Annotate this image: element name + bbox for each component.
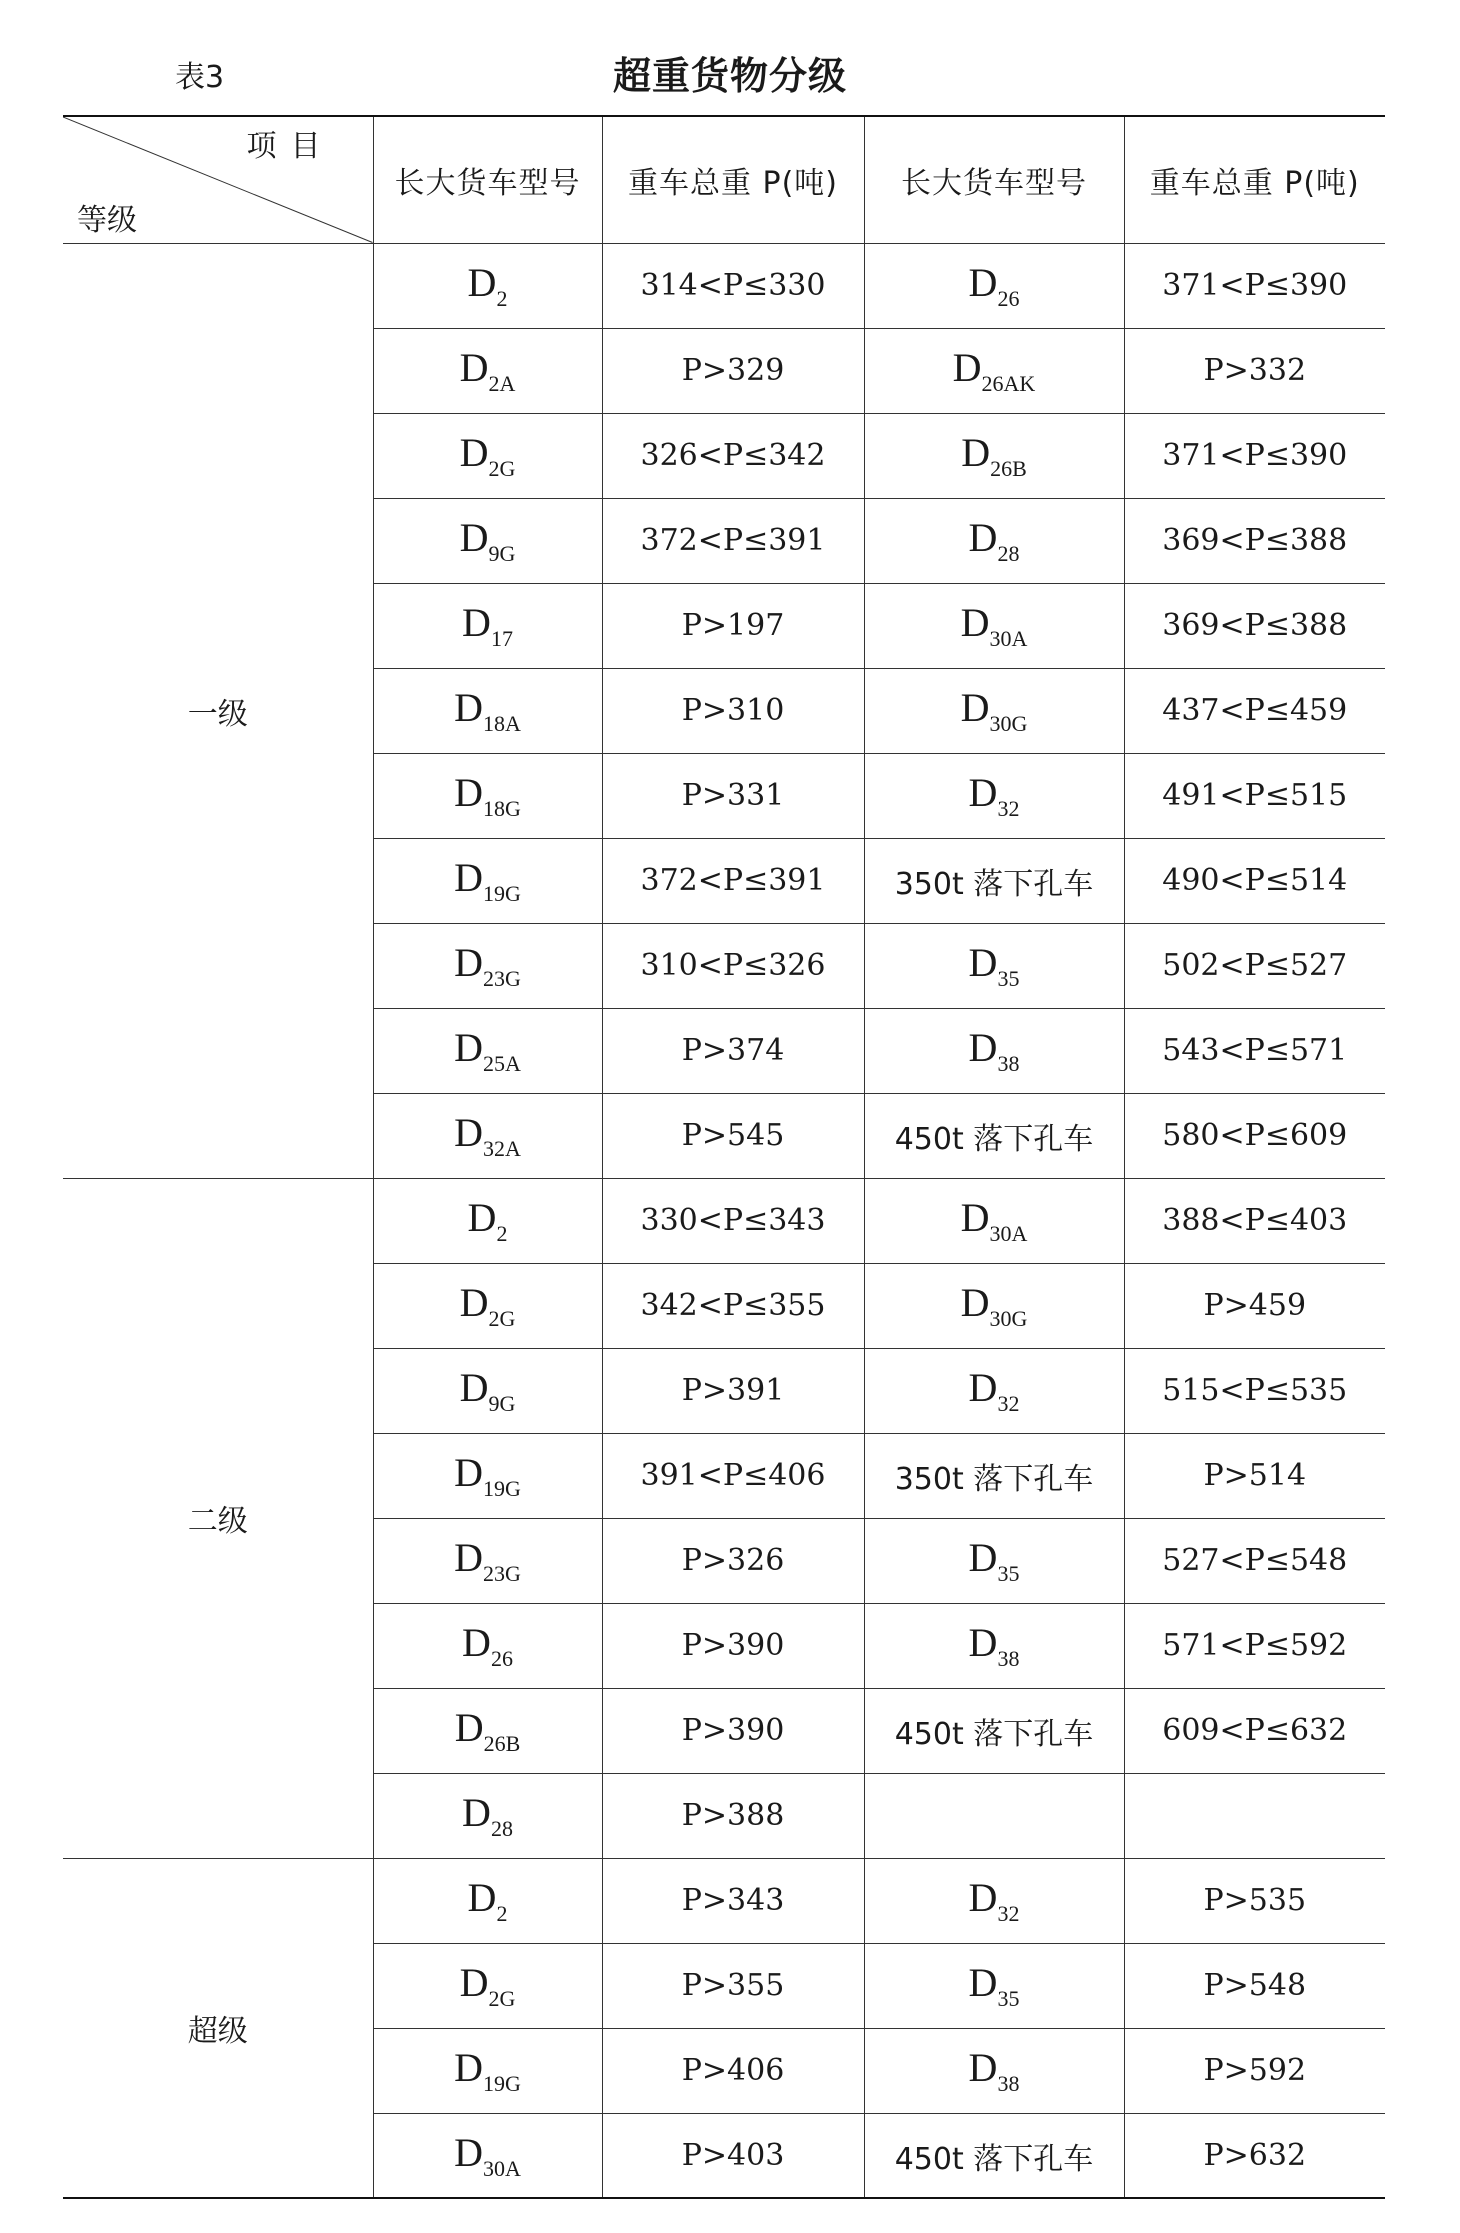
model-cell-2 — [864, 1603, 1124, 1688]
model-letter: D — [467, 1875, 497, 1920]
weight-cell-1: 314<P≤330 — [602, 243, 864, 328]
weight-cell-2: 543<P≤571 — [1124, 1008, 1385, 1093]
model-cell-1 — [373, 583, 602, 668]
model-cell-2 — [864, 1943, 1124, 2028]
model-cell-2 — [864, 1008, 1124, 1093]
model-letter: D — [459, 430, 489, 475]
model-cell-2 — [864, 1348, 1124, 1433]
weight-cell-2: 491<P≤515 — [1124, 753, 1385, 838]
model-letter: D — [454, 1110, 483, 1155]
model-subscript: 18A — [483, 711, 521, 736]
model-letter: D — [454, 2045, 483, 2090]
model-letter: D — [467, 1195, 497, 1240]
model-text: 450t 落下孔车 — [894, 2141, 1094, 2177]
table-title: 超重货物分级 — [612, 54, 847, 98]
model-subscript: 26B — [990, 456, 1027, 481]
model-letter: D — [454, 685, 483, 730]
model-cell-1 — [373, 1348, 602, 1433]
weight-cell-2: 502<P≤527 — [1124, 923, 1385, 1008]
model-cell-2 — [864, 243, 1124, 328]
model-letter: D — [462, 1620, 491, 1665]
model-cell-2 — [864, 2113, 1124, 2198]
weight-cell-2 — [1124, 1773, 1385, 1858]
model-subscript: 25A — [483, 1051, 521, 1076]
model-letter: D — [462, 1790, 491, 1835]
model-cell-1 — [373, 1093, 602, 1178]
model-letter: D — [459, 1960, 489, 2005]
model-letter: D — [459, 345, 489, 390]
weight-cell-1: P>331 — [602, 753, 864, 838]
model-cell-1 — [373, 753, 602, 838]
model-subscript: 23G — [483, 966, 521, 991]
weight-cell-1: 310<P≤326 — [602, 923, 864, 1008]
table-row — [63, 1178, 1385, 1263]
weight-cell-1: P>343 — [602, 1858, 864, 1943]
model-letter: D — [467, 260, 497, 305]
weight-cell-1: P>374 — [602, 1008, 864, 1093]
model-cell-2 — [864, 923, 1124, 1008]
model-letter: D — [459, 1365, 489, 1410]
model-cell-1 — [373, 1433, 602, 1518]
model-letter: D — [968, 1535, 998, 1580]
model-letter: D — [960, 685, 990, 730]
model-cell-1 — [373, 413, 602, 498]
model-text: 450t 落下孔车 — [894, 1717, 1094, 1752]
header-item-label: 项目 — [246, 129, 335, 164]
model-letter: D — [454, 1535, 483, 1580]
model-letter: D — [968, 1025, 998, 1070]
model-subscript: 2A — [488, 371, 516, 396]
weight-cell-1: P>388 — [602, 1773, 864, 1858]
model-cell-2 — [864, 1093, 1124, 1178]
model-letter: D — [454, 855, 483, 900]
model-letter: D — [454, 1450, 483, 1495]
model-subscript: 38 — [997, 1646, 1020, 1671]
model-cell-2 — [864, 1178, 1124, 1263]
header-weight-1: 重车总重 P(吨) — [602, 116, 864, 243]
model-letter: D — [968, 260, 998, 305]
weight-cell-1: P>355 — [602, 1943, 864, 2028]
model-cell-1 — [373, 1263, 602, 1348]
weight-cell-1: P>545 — [602, 1093, 864, 1178]
weight-cell-1: 326<P≤342 — [602, 413, 864, 498]
model-subscript: 28 — [997, 541, 1020, 566]
table-row — [63, 243, 1385, 328]
model-letter: D — [454, 1705, 484, 1750]
weight-cell-1: P>329 — [602, 328, 864, 413]
model-cell-1 — [373, 1008, 602, 1093]
model-letter: D — [960, 1195, 990, 1240]
model-letter: D — [968, 1960, 998, 2005]
table-body — [63, 243, 1385, 2198]
weight-cell-2: 437<P≤459 — [1124, 668, 1385, 753]
header-model-2: 长大货车型号 — [864, 116, 1124, 243]
weight-cell-2: 490<P≤514 — [1124, 838, 1385, 923]
model-cell-2 — [864, 1858, 1124, 1943]
model-subscript: 35 — [997, 966, 1020, 991]
model-subscript: 30A — [989, 626, 1028, 651]
model-cell-2 — [864, 838, 1124, 923]
model-letter: D — [968, 940, 998, 985]
model-subscript: 23G — [483, 1561, 521, 1586]
weight-cell-1: 391<P≤406 — [602, 1433, 864, 1518]
model-subscript: 35 — [997, 1561, 1020, 1586]
model-subscript: 9G — [488, 541, 516, 566]
grade-cell: 一级 — [63, 243, 373, 1178]
weight-cell-1: 330<P≤343 — [602, 1178, 864, 1263]
header-weight-2: 重车总重 P(吨) — [1124, 116, 1385, 243]
model-cell-2 — [864, 413, 1124, 498]
model-letter: D — [960, 600, 990, 645]
weight-cell-2: 371<P≤390 — [1124, 243, 1385, 328]
table-row — [63, 1858, 1385, 1943]
table-label: 表3 — [175, 60, 225, 95]
weight-cell-1: P>406 — [602, 2028, 864, 2113]
model-subscript: 30G — [989, 1306, 1028, 1331]
model-text: 350t 落下孔车 — [894, 1462, 1094, 1497]
model-cell-1 — [373, 1858, 602, 1943]
model-subscript: 2 — [496, 1221, 508, 1246]
weight-cell-2: 369<P≤388 — [1124, 583, 1385, 668]
model-subscript: 2G — [488, 1306, 516, 1331]
model-subscript: 30A — [483, 2155, 521, 2181]
weight-cell-2: 580<P≤609 — [1124, 1093, 1385, 1178]
model-letter: D — [968, 1875, 998, 1920]
model-text: 350t 落下孔车 — [894, 867, 1094, 902]
model-cell-1 — [373, 498, 602, 583]
overweight-cargo-grade-table — [63, 115, 1385, 2199]
model-cell-2 — [864, 2028, 1124, 2113]
weight-cell-2: 609<P≤632 — [1124, 1688, 1385, 1773]
model-subscript: 32 — [997, 1391, 1020, 1416]
weight-cell-1: P>391 — [602, 1348, 864, 1433]
header-model-1: 长大货车型号 — [373, 116, 602, 243]
grade-cell: 超级 — [63, 1858, 373, 2198]
model-subscript: 26AK — [981, 371, 1036, 396]
grade-cell: 二级 — [63, 1178, 373, 1858]
model-subscript: 26B — [483, 1731, 521, 1756]
weight-cell-2: P>535 — [1124, 1858, 1385, 1943]
model-subscript: 2 — [496, 1901, 508, 1926]
weight-cell-2: 571<P≤592 — [1124, 1603, 1385, 1688]
model-letter: D — [968, 770, 998, 815]
model-cell-2 — [864, 1263, 1124, 1348]
model-cell-1 — [373, 328, 602, 413]
model-subscript: 17 — [490, 626, 513, 651]
weight-cell-2: 369<P≤388 — [1124, 498, 1385, 583]
weight-cell-2: 371<P≤390 — [1124, 413, 1385, 498]
model-subscript: 38 — [997, 1051, 1020, 1076]
model-subscript: 32 — [997, 1901, 1020, 1926]
model-letter: D — [454, 940, 483, 985]
model-subscript: 32 — [997, 796, 1020, 821]
weight-cell-1: 372<P≤391 — [602, 838, 864, 923]
model-subscript: 9G — [488, 1391, 516, 1416]
weight-cell-2: P>632 — [1124, 2113, 1385, 2198]
model-cell-2 — [864, 583, 1124, 668]
model-subscript: 30G — [989, 711, 1028, 736]
model-subscript: 30A — [989, 1221, 1028, 1246]
model-subscript: 32A — [483, 1136, 521, 1161]
weight-cell-2: 527<P≤548 — [1124, 1518, 1385, 1603]
weight-cell-2: P>459 — [1124, 1263, 1385, 1348]
model-cell-2 — [864, 1773, 1124, 1858]
weight-cell-1: P>403 — [602, 2113, 864, 2198]
model-letter: D — [459, 1280, 489, 1325]
model-letter: D — [961, 430, 991, 475]
model-cell-2 — [864, 498, 1124, 583]
weight-cell-1: P>310 — [602, 668, 864, 753]
model-cell-2 — [864, 668, 1124, 753]
model-cell-1 — [373, 1603, 602, 1688]
weight-cell-2: 515<P≤535 — [1124, 1348, 1385, 1433]
model-subscript: 38 — [997, 2071, 1020, 2096]
weight-cell-2: P>332 — [1124, 328, 1385, 413]
model-letter: D — [968, 1620, 998, 1665]
weight-cell-1: P>390 — [602, 1688, 864, 1773]
model-subscript: 19G — [483, 1476, 521, 1501]
weight-cell-2: 388<P≤403 — [1124, 1178, 1385, 1263]
header-grade-label: 等级 — [77, 202, 137, 238]
weight-cell-1: 342<P≤355 — [602, 1263, 864, 1348]
model-cell-1 — [373, 668, 602, 753]
model-cell-1 — [373, 1773, 602, 1858]
model-letter: D — [952, 345, 982, 390]
model-cell-1 — [373, 2028, 602, 2113]
model-subscript: 26 — [490, 1646, 513, 1671]
model-cell-2 — [864, 1518, 1124, 1603]
model-letter: D — [960, 1280, 990, 1325]
table-header-row — [63, 116, 1385, 243]
model-letter: D — [459, 515, 489, 560]
model-subscript: 18G — [483, 796, 521, 821]
model-subscript: 2G — [488, 1986, 516, 2011]
model-cell-1 — [373, 1518, 602, 1603]
model-cell-2 — [864, 328, 1124, 413]
model-letter: D — [968, 2045, 998, 2090]
model-subscript: 19G — [483, 2071, 521, 2096]
model-cell-1 — [373, 923, 602, 1008]
weight-cell-1: P>197 — [602, 583, 864, 668]
model-letter: D — [454, 770, 483, 815]
model-cell-1 — [373, 838, 602, 923]
model-cell-1 — [373, 1943, 602, 2028]
model-cell-2 — [864, 1688, 1124, 1773]
weight-cell-2: P>592 — [1124, 2028, 1385, 2113]
weight-cell-1: 372<P≤391 — [602, 498, 864, 583]
weight-cell-2: P>514 — [1124, 1433, 1385, 1518]
model-letter: D — [462, 600, 491, 645]
weight-cell-1: P>390 — [602, 1603, 864, 1688]
diagonal-header-cell — [63, 116, 373, 243]
model-cell-1 — [373, 1688, 602, 1773]
model-letter: D — [968, 515, 998, 560]
model-cell-1 — [373, 243, 602, 328]
model-letter: D — [454, 1025, 483, 1070]
model-subscript: 35 — [997, 1986, 1020, 2011]
weight-cell-1: P>326 — [602, 1518, 864, 1603]
model-subscript: 26 — [997, 286, 1020, 311]
model-cell-1 — [373, 2113, 602, 2198]
model-letter: D — [454, 2129, 483, 2175]
model-subscript: 19G — [483, 881, 521, 906]
model-subscript: 2G — [488, 456, 516, 481]
model-cell-2 — [864, 753, 1124, 838]
model-cell-2 — [864, 1433, 1124, 1518]
model-letter: D — [968, 1365, 998, 1410]
model-cell-1 — [373, 1178, 602, 1263]
model-text: 450t 落下孔车 — [894, 1122, 1094, 1157]
model-subscript: 2 — [496, 286, 508, 311]
weight-cell-2: P>548 — [1124, 1943, 1385, 2028]
model-subscript: 28 — [490, 1816, 513, 1841]
